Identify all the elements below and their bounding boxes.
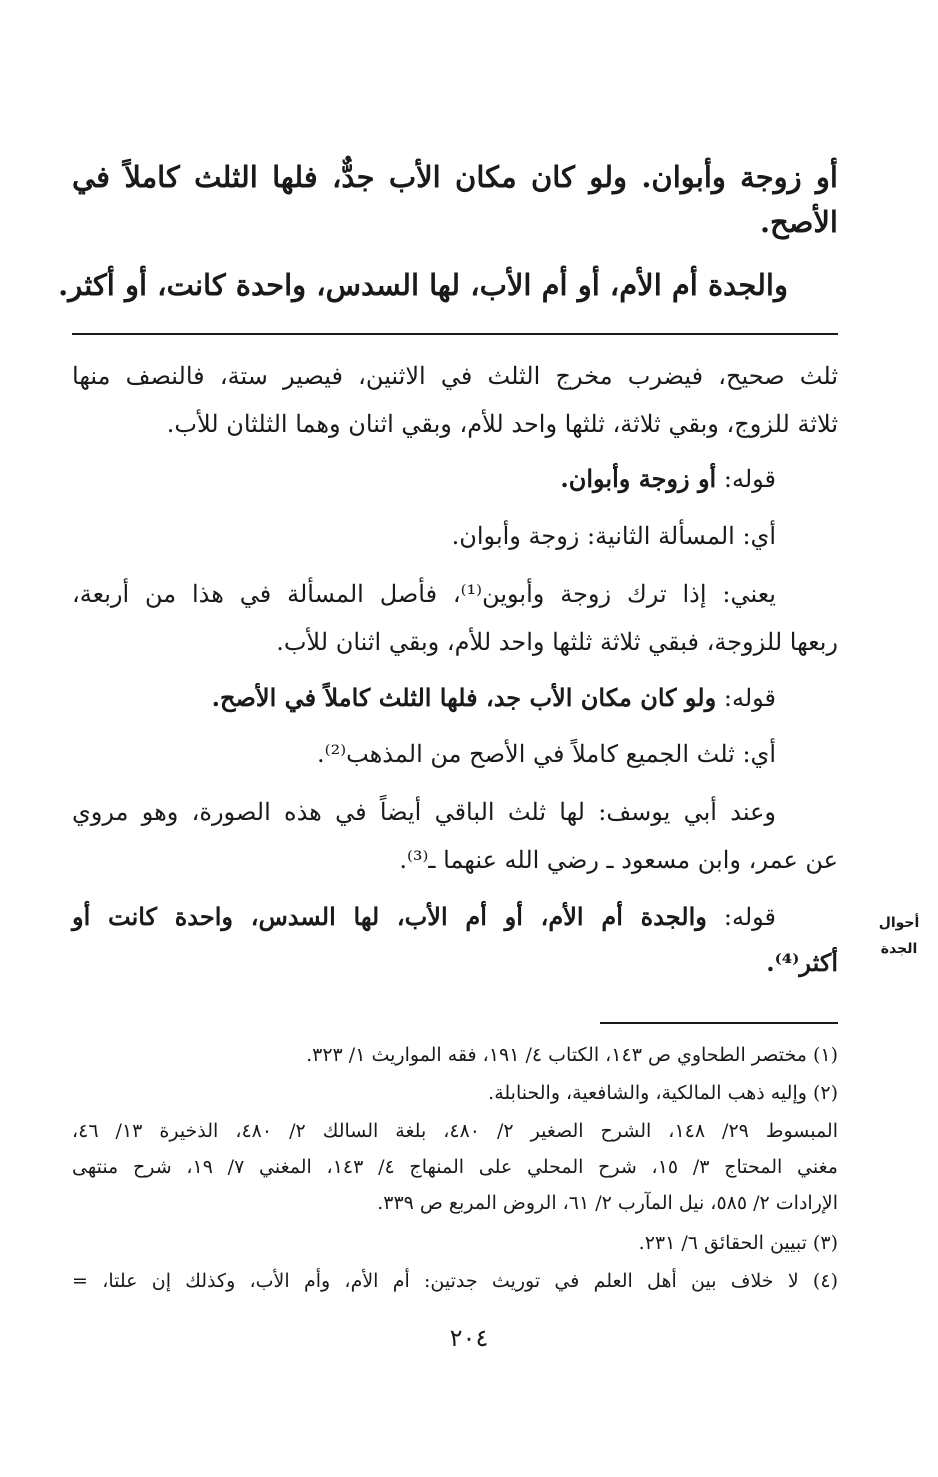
quote-text: والجدة أم الأم، أو أم الأب، لها السدس، واحدة كانت أو: [72, 902, 707, 931]
matn-line-1: أو زوجة وأبوان. ولو كان مكان الأب جدٌّ، فلها الثلث كاملاً في: [72, 160, 838, 194]
margin-heading-line-1: أحوال: [878, 915, 920, 931]
sharh-p1-line-2: ثلاثة للزوج، وبقي ثلاثة، ثلثها واحد للأم، وبقي اثنان وهما الثلثان للأب.: [166, 410, 838, 438]
margin-heading-line-2: الجدة: [880, 941, 918, 957]
footnote-2-line-2: المبسوط ٢٩/ ١٤٨، الشرح الصغير ٢/ ٤٨٠، بلغة السالك ٢/ ٤٨٠، الذخيرة ١٣/ ٤٦،: [72, 1120, 839, 1142]
footnote-divider: [600, 1022, 838, 1024]
quote-3-line-2: أكثر⁽⁴⁾.: [766, 948, 838, 977]
footnote-4: (٤) لا خلاف بين أهل العلم في توريث جدتين: أم الأم، وأم الأب، وكذلك إن علتا، =: [72, 1270, 838, 1292]
footnote-2-line-3: مغني المحتاج ٣/ ١٥، شرح المحلي على المنهاج ٤/ ١٤٣، المغني ٧/ ١٩، شرح منتهى: [72, 1156, 838, 1178]
quote-1: [72, 464, 776, 493]
page-number: ٢٠٤: [449, 1324, 489, 1352]
sharh-p5-line-1: وعند أبي يوسف: لها ثلث الباقي أيضاً في هذه الصورة، وهو مروي: [72, 798, 776, 826]
footnote-1: (١) مختصر الطحاوي ص ١٤٣، الكتاب ٤/ ١٩١، فقه المواريث ١/ ٣٢٣.: [306, 1044, 838, 1066]
sharh-p3-line-2: ربعها للزوجة، فبقي ثلاثة ثلثها واحد للأم، وبقي اثنان للأب.: [276, 628, 838, 656]
quote-label: قوله:: [723, 684, 776, 712]
footnote-2: (٢) وإليه ذهب المالكية، والشافعية، والحنابلة.: [488, 1082, 838, 1104]
quote-label: قوله:: [723, 903, 776, 931]
margin-heading: [868, 910, 930, 962]
matn-line-2: الأصح.: [759, 205, 838, 239]
sharh-p4: أي: ثلث الجميع كاملاً في الأصح من المذهب⁽²⁾.: [317, 740, 776, 768]
footnote-3: (٣) تبيين الحقائق ٦/ ٢٣١.: [638, 1232, 838, 1254]
footnote-2-line-4: الإرادات ٢/ ٥٨٥، نيل المآرب ٢/ ٦١، الروض المربع ص ٣٣٩.: [377, 1192, 838, 1214]
quote-text: أو زوجة وأبوان.: [560, 464, 717, 493]
quote-3-line-1: [72, 902, 776, 931]
quote-2: [72, 683, 776, 712]
sharh-p3-line-1: يعني: إذا ترك زوجة وأبوين⁽¹⁾، فأصل المسألة في هذا من أربعة،: [72, 580, 776, 608]
sharh-p1-line-1: ثلث صحيح، فيضرب مخرج الثلث في الاثنين، فيصير ستة، فالنصف منها: [72, 362, 838, 390]
quote-label: قوله:: [723, 465, 776, 493]
sharh-p5-line-2: عن عمر، وابن مسعود ـ رضي الله عنهما ـ⁽³⁾.: [399, 846, 838, 874]
quote-text: ولو كان مكان الأب جد، فلها الثلث كاملاً في الأصح.: [211, 683, 717, 712]
sharh-p2: أي: المسألة الثانية: زوجة وأبوان.: [451, 522, 776, 550]
matn-divider: [72, 333, 838, 335]
matn-line-3: والجدة أم الأم، أو أم الأب، لها السدس، واحدة كانت، أو أكثر.: [58, 268, 788, 302]
